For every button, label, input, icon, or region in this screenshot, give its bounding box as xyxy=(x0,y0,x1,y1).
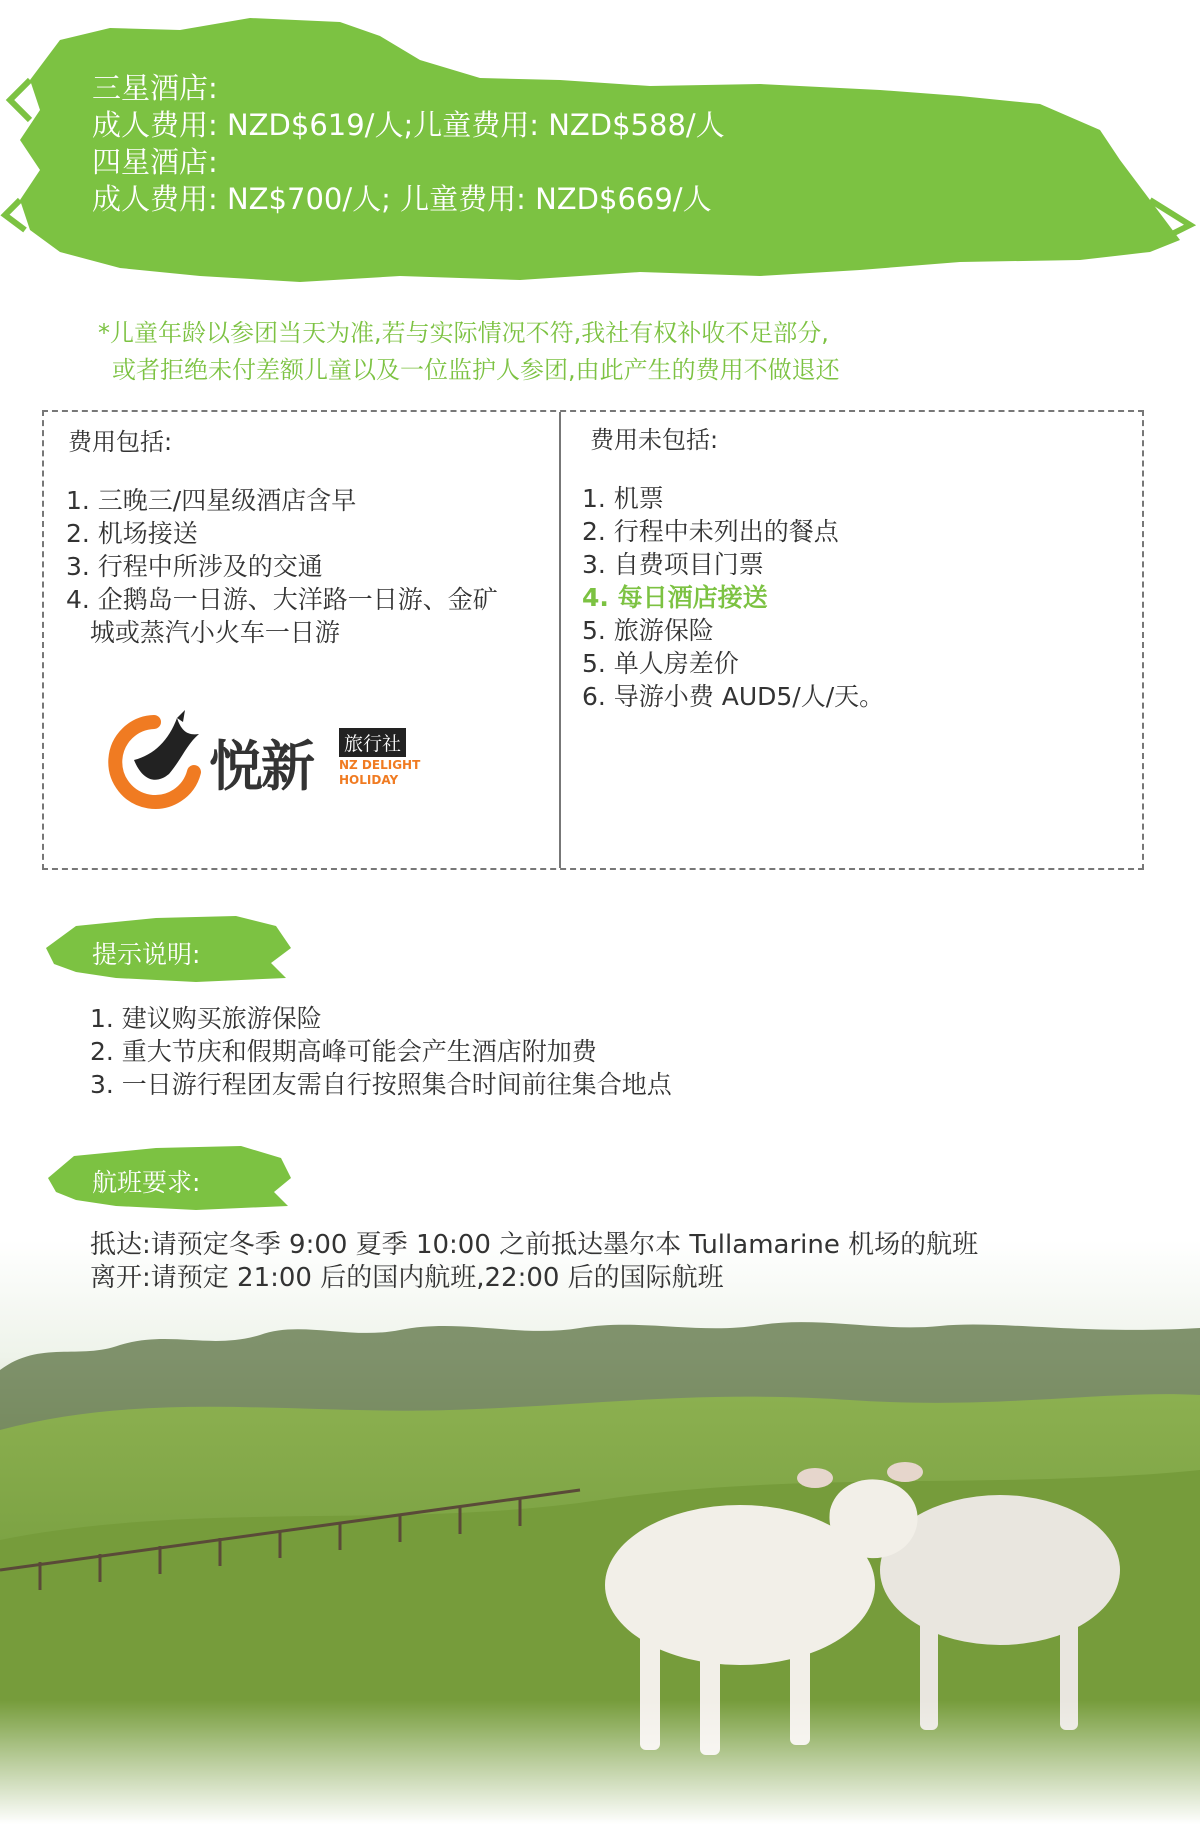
company-logo xyxy=(99,700,439,820)
excluded-item: 1. 机票 xyxy=(582,484,664,513)
tip-item: 1. 建议购买旅游保险 xyxy=(90,1004,322,1033)
three-star-title: 三星酒店: xyxy=(92,71,218,105)
flight-requirements xyxy=(90,1229,978,1295)
logo-mark-icon xyxy=(99,700,209,820)
flight-departure: 离开:请预定 21:00 后的国内航班,22:00 后的国际航班 xyxy=(90,1263,724,1293)
tips-title: 提示说明: xyxy=(92,940,201,969)
excluded-list xyxy=(582,482,884,713)
included-item: 2. 机场接送 xyxy=(66,519,198,548)
included-list xyxy=(66,484,498,649)
tip-item: 2. 重大节庆和假期高峰可能会产生酒店附加费 xyxy=(90,1037,597,1066)
excluded-item: 6. 导游小费 AUD5/人/天。 xyxy=(582,682,885,711)
flights-title: 航班要求: xyxy=(92,1168,201,1197)
four-star-title: 四星酒店: xyxy=(92,145,218,179)
note-line-1: *儿童年龄以参团当天为准,若与实际情况不符,我社有权补收不足部分, xyxy=(98,319,829,347)
flight-arrival: 抵达:请预定冬季 9:00 夏季 10:00 之前抵达墨尔本 Tullamarine 机场的航班 xyxy=(90,1230,979,1260)
sheep-landscape-image xyxy=(0,1240,1200,1824)
tip-item: 3. 一日游行程团友需自行按照集合时间前往集合地点 xyxy=(90,1070,672,1099)
note-line-2: 或者拒绝未付差额儿童以及一位监护人参团,由此产生的费用不做退还 xyxy=(112,356,840,384)
excluded-title: 费用未包括: xyxy=(590,426,719,454)
excluded-item: 3. 自费项目门票 xyxy=(582,550,764,579)
three-star-prices: 成人费用: NZD$619/人;儿童费用: NZD$588/人 xyxy=(92,108,725,142)
four-star-prices: 成人费用: NZ$700/人; 儿童费用: NZD$669/人 xyxy=(92,182,712,216)
logo-name-en-2: HOLIDAY xyxy=(339,773,399,787)
logo-tag-cn: 旅行社 xyxy=(339,728,406,757)
logo-name-en xyxy=(339,758,420,788)
included-item: 1. 三晚三/四星级酒店含早 xyxy=(66,486,357,515)
included-item: 3. 行程中所涉及的交通 xyxy=(66,552,323,581)
included-item: 城或蒸汽小火车一日游 xyxy=(66,618,340,647)
excluded-item: 2. 行程中未列出的餐点 xyxy=(582,517,839,546)
tips-list xyxy=(90,1002,672,1101)
excluded-item: 5. 旅游保险 xyxy=(582,616,714,645)
excluded-item-highlight: 4. 每日酒店接送 xyxy=(582,583,768,612)
fee-box-divider xyxy=(559,412,561,868)
pricing-text xyxy=(92,70,725,218)
included-title: 费用包括: xyxy=(68,428,173,456)
included-item: 4. 企鹅岛一日游、大洋路一日游、金矿 xyxy=(66,585,498,614)
logo-name-cn: 悦新 xyxy=(209,735,313,798)
fee-box xyxy=(42,410,1144,870)
logo-name-en-1: NZ DELIGHT xyxy=(339,758,421,772)
excluded-item: 5. 单人房差价 xyxy=(582,649,739,678)
